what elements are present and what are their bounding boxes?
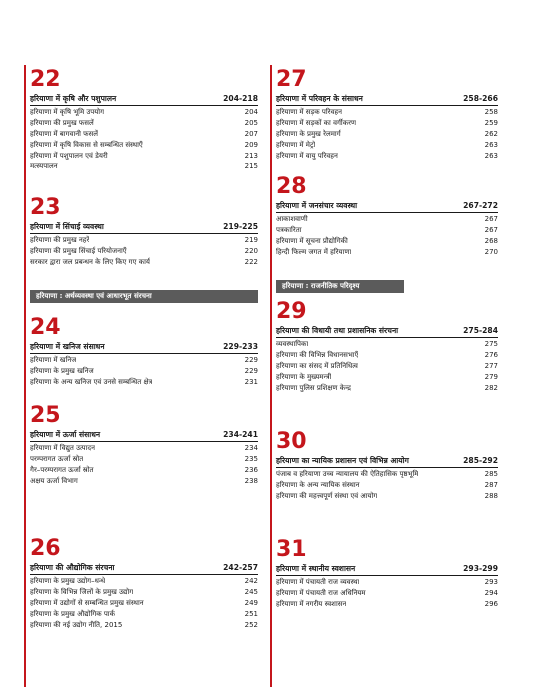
topic-page-number: 296 xyxy=(484,599,498,608)
topic-list xyxy=(276,107,498,161)
topic-page-number: 263 xyxy=(484,151,498,160)
topic-page-number: 205 xyxy=(244,118,258,127)
topic-page-number: 275 xyxy=(484,339,498,348)
topic-entry[interactable] xyxy=(276,107,498,118)
topic-title: हरियाणा की विभिन्न विधानसभाएँ xyxy=(276,350,359,359)
topic-page-number: 267 xyxy=(484,225,498,234)
topic-page-number: 220 xyxy=(244,246,258,255)
topic-entry[interactable] xyxy=(30,161,258,172)
topic-entry[interactable] xyxy=(30,598,258,609)
topic-list xyxy=(276,577,498,610)
topic-entry[interactable] xyxy=(276,588,498,599)
chapter-page-range: 219-225 xyxy=(223,222,258,231)
topic-page-number: 258 xyxy=(484,107,498,116)
chapter-heading[interactable] xyxy=(276,455,498,468)
topic-list xyxy=(30,443,258,487)
topic-title: हरियाणा के प्रमुख औद्योगिक पार्क xyxy=(30,609,115,618)
chapter-page-range: 293-299 xyxy=(463,564,498,573)
chapter-heading[interactable] xyxy=(30,429,258,442)
topic-title: हरियाणा का संसद में प्रतिनिधित्व xyxy=(276,361,358,370)
topic-page-number: 231 xyxy=(244,377,258,386)
chapter-title: हरियाणा में ऊर्जा संसाधन xyxy=(30,430,101,439)
topic-title: आकाशवाणी xyxy=(276,214,308,223)
chapter-heading[interactable] xyxy=(276,200,498,213)
topic-entry[interactable] xyxy=(30,107,258,118)
topic-page-number: 262 xyxy=(484,129,498,138)
chapter-number: 27 xyxy=(276,67,307,92)
topic-title: हरियाणा के प्रमुख उद्योग–धन्धे xyxy=(30,576,106,585)
chapter-number: 22 xyxy=(30,67,61,92)
topic-entry[interactable] xyxy=(30,366,258,377)
topic-entry[interactable] xyxy=(276,236,498,247)
topic-title: हरियाणा पुलिस प्रशिक्षण केन्द्र xyxy=(276,383,351,392)
chapter-heading[interactable] xyxy=(30,221,258,234)
topic-entry[interactable] xyxy=(30,587,258,598)
chapter-block xyxy=(30,537,258,630)
chapter-title: हरियाणा में जनसंचार व्यवस्था xyxy=(276,201,358,210)
topic-page-number: 242 xyxy=(244,576,258,585)
chapter-number: 26 xyxy=(30,536,61,561)
topic-page-number: 287 xyxy=(484,480,498,489)
topic-entry[interactable] xyxy=(30,140,258,151)
topic-entry[interactable] xyxy=(276,118,498,129)
topic-title: व्यवस्थापिका xyxy=(276,339,309,348)
topic-page-number: 285 xyxy=(484,470,498,478)
topic-title: हरियाणा में सड़क परिवहन xyxy=(276,107,343,116)
topic-entry[interactable] xyxy=(276,214,498,225)
topic-title: हरियाणा में पंचायती राज व्यवस्था xyxy=(276,577,360,586)
chapter-number: 23 xyxy=(30,195,61,220)
chapter-block xyxy=(276,538,498,610)
topic-title: हरियाणा में पशुपालन एवं डेयरी xyxy=(30,151,108,160)
topic-entry[interactable] xyxy=(276,383,498,394)
topic-entry[interactable] xyxy=(30,609,258,620)
topic-title: हिन्दी फिल्म जगत में हरियाणा xyxy=(276,247,352,256)
topic-entry[interactable] xyxy=(276,140,498,151)
topic-entry[interactable] xyxy=(276,350,498,361)
topic-page-number: 213 xyxy=(244,151,258,160)
topic-list xyxy=(276,214,498,258)
topic-list xyxy=(30,576,258,630)
chapter-number: 29 xyxy=(276,299,307,324)
topic-title: हरियाणा में पंचायती राज अधिनियम xyxy=(276,588,366,597)
topic-page-number: 245 xyxy=(244,587,258,596)
topic-entry[interactable] xyxy=(30,377,258,388)
chapter-title: हरियाणा की औद्योगिक संरचना xyxy=(30,563,115,572)
topic-entry[interactable] xyxy=(30,476,258,487)
topic-page-number: 219 xyxy=(244,235,258,244)
chapter-block xyxy=(276,175,498,258)
topic-title: पंजाब व हरियाणा उच्च न्यायालय की ऐतिहासिक पृष्ठभूमि xyxy=(276,470,419,478)
topic-entry[interactable] xyxy=(276,599,498,610)
topic-entry[interactable] xyxy=(30,151,258,162)
topic-title: हरियाणा में कृषि भूमि उपयोग xyxy=(30,107,105,116)
topic-entry[interactable] xyxy=(276,577,498,588)
chapter-title: हरियाणा में स्थानीय स्वशासन xyxy=(276,564,356,573)
topic-entry[interactable] xyxy=(30,235,258,246)
topic-entry[interactable] xyxy=(30,355,258,366)
topic-entry[interactable] xyxy=(276,469,498,480)
topic-entry[interactable] xyxy=(30,465,258,476)
topic-entry[interactable] xyxy=(276,129,498,140)
topic-page-number: 263 xyxy=(484,140,498,149)
topic-page-number: 294 xyxy=(484,588,498,597)
chapter-page-range: 267-272 xyxy=(463,201,498,210)
chapter-number: 31 xyxy=(276,537,307,562)
topic-page-number: 293 xyxy=(484,577,498,586)
chapter-heading[interactable] xyxy=(276,563,498,576)
chapter-number: 24 xyxy=(30,315,61,340)
topic-list xyxy=(30,355,258,388)
chapter-title: हरियाणा में परिवहन के संसाधन xyxy=(276,94,363,103)
topic-page-number: 229 xyxy=(244,366,258,375)
topic-entry[interactable] xyxy=(276,480,498,491)
topic-page-number: 270 xyxy=(484,247,498,256)
topic-entry[interactable] xyxy=(276,361,498,372)
chapter-page-range: 204-218 xyxy=(223,94,258,103)
topic-entry[interactable] xyxy=(30,620,258,631)
topic-title: हरियाणा की प्रमुख नहरें xyxy=(30,235,90,244)
topic-title: हरियाणा के प्रमुख खनिज xyxy=(30,366,94,375)
topic-entry[interactable] xyxy=(30,246,258,257)
topic-list xyxy=(276,469,498,502)
topic-title: हरियाणा के अन्य खनिज एवं उनसे सम्बन्धित क्षेत्र xyxy=(30,377,153,386)
topic-page-number: 238 xyxy=(244,476,258,485)
topic-page-number: 215 xyxy=(244,162,258,171)
topic-page-number: 288 xyxy=(484,491,498,500)
topic-title: हरियाणा के मुख्यमन्त्री xyxy=(276,372,332,381)
topic-title: हरियाणा की प्रमुख फसलें xyxy=(30,118,94,127)
topic-page-number: 259 xyxy=(484,118,498,127)
topic-title: हरियाणा में वायु परिवहन xyxy=(276,151,338,160)
topic-title: हरियाणा में विद्युत उत्पादन xyxy=(30,443,96,452)
topic-list xyxy=(276,339,498,393)
topic-title: हरियाणा में सूचना प्रौद्योगिकी xyxy=(276,236,348,245)
chapter-block xyxy=(276,300,498,393)
chapter-page-range: 229-233 xyxy=(223,342,258,351)
left-column-rule xyxy=(24,65,26,687)
topic-title: हरियाणा में सड़कों का वर्गीकरण xyxy=(276,118,357,127)
topic-title: हरियाणा में उद्योगों से सम्बन्धित प्रमुख संस्थान xyxy=(30,598,144,607)
chapter-title: हरियाणा में कृषि और पशुपालन xyxy=(30,94,117,103)
topic-title: हरियाणा में खनिज xyxy=(30,355,77,364)
topic-page-number: 209 xyxy=(244,140,258,149)
topic-title: हरियाणा के अन्य न्यायिक संस्थान xyxy=(276,480,360,489)
topic-page-number: 204 xyxy=(244,107,258,116)
topic-page-number: 267 xyxy=(484,214,498,223)
topic-title: हरियाणा की महत्त्वपूर्ण संस्था एवं आयोग xyxy=(276,491,378,500)
topic-entry[interactable] xyxy=(276,225,498,236)
chapter-title: हरियाणा में सिंचाई व्यवस्था xyxy=(30,222,104,231)
topic-page-number: 268 xyxy=(484,236,498,245)
topic-page-number: 279 xyxy=(484,372,498,381)
topic-page-number: 207 xyxy=(244,129,258,138)
topic-page-number: 222 xyxy=(244,257,258,266)
chapter-block xyxy=(276,68,498,161)
topic-entry[interactable] xyxy=(30,576,258,587)
chapter-number: 30 xyxy=(276,429,307,454)
chapter-number: 25 xyxy=(30,403,61,428)
topic-title: हरियाणा में कृषि विकास से सम्बन्धित संस्थाएँ xyxy=(30,140,143,149)
topic-page-number: 252 xyxy=(244,620,258,629)
topic-title: परम्परागत ऊर्जा स्रोत xyxy=(30,454,84,463)
right-column-rule xyxy=(270,65,272,687)
section-banner-politics: हरियाणा : राजनीतिक परिदृश्य xyxy=(276,280,404,293)
chapter-block xyxy=(30,196,258,268)
chapter-page-range: 242-257 xyxy=(223,563,258,572)
chapter-page-range: 285-292 xyxy=(463,456,498,465)
chapter-page-range: 234-241 xyxy=(223,430,258,439)
chapter-heading[interactable] xyxy=(30,93,258,106)
topic-entry[interactable] xyxy=(30,443,258,454)
topic-title: हरियाणा में मेट्रो xyxy=(276,140,316,149)
section-banner-economy: हरियाणा : अर्थव्यवस्था एवं आधारभूत संरचना xyxy=(30,290,258,303)
chapter-block xyxy=(276,430,498,502)
chapter-title: हरियाणा का न्यायिक प्रशासन एवं विभिन्न आयोग xyxy=(276,456,409,465)
topic-title: हरियाणा में बागवानी फसलें xyxy=(30,129,99,138)
topic-title: हरियाणा के विभिन्न जिलों के प्रमुख उद्योग xyxy=(30,587,134,596)
topic-title: पत्रकारिता xyxy=(276,225,302,234)
chapter-page-range: 258-266 xyxy=(463,94,498,103)
topic-entry[interactable] xyxy=(276,372,498,383)
chapter-heading[interactable] xyxy=(276,325,498,338)
chapter-title: हरियाणा की विधायी तथा प्रशासनिक संरचना xyxy=(276,326,399,335)
topic-page-number: 234 xyxy=(244,443,258,452)
chapter-number: 28 xyxy=(276,174,307,199)
topic-entry[interactable] xyxy=(276,339,498,350)
topic-page-number: 235 xyxy=(244,454,258,463)
topic-title: हरियाणा के प्रमुख रेलमार्ग xyxy=(276,129,341,138)
topic-title: हरियाणा की नई उद्योग नीति, 2015 xyxy=(30,620,123,629)
topic-list xyxy=(30,107,258,172)
topic-title: हरियाणा की प्रमुख सिंचाई परियोजनाएँ xyxy=(30,246,127,255)
chapter-heading[interactable] xyxy=(276,93,498,106)
topic-page-number: 229 xyxy=(244,355,258,364)
topic-page-number: 282 xyxy=(484,383,498,392)
topic-title: गैर–परम्परागत ऊर्जा स्रोत xyxy=(30,465,94,474)
topic-entry[interactable] xyxy=(276,491,498,502)
chapter-block xyxy=(30,316,258,388)
chapter-heading[interactable] xyxy=(30,341,258,354)
topic-title: मत्स्यपालन xyxy=(30,162,58,171)
topic-page-number: 236 xyxy=(244,465,258,474)
chapter-page-range: 275-284 xyxy=(463,326,498,335)
topic-entry[interactable] xyxy=(30,129,258,140)
topic-title: सरकार द्वारा जल प्रबन्धन के लिए किए गए कार्य xyxy=(30,257,150,266)
topic-page-number: 249 xyxy=(244,598,258,607)
topic-page-number: 276 xyxy=(484,350,498,359)
topic-entry[interactable] xyxy=(276,151,498,162)
chapter-heading[interactable] xyxy=(30,562,258,575)
topic-list xyxy=(30,235,258,268)
topic-page-number: 277 xyxy=(484,361,498,370)
topic-entry[interactable] xyxy=(30,118,258,129)
topic-title: अक्षय ऊर्जा विभाग xyxy=(30,476,78,485)
chapter-block xyxy=(30,404,258,487)
chapter-block xyxy=(30,68,258,172)
topic-entry[interactable] xyxy=(30,454,258,465)
topic-entry[interactable] xyxy=(276,247,498,258)
topic-page-number: 251 xyxy=(244,609,258,618)
topic-title: हरियाणा में नगरीय स्वशासन xyxy=(276,599,347,608)
chapter-title: हरियाणा में खनिज संसाधन xyxy=(30,342,105,351)
topic-entry[interactable] xyxy=(30,257,258,268)
